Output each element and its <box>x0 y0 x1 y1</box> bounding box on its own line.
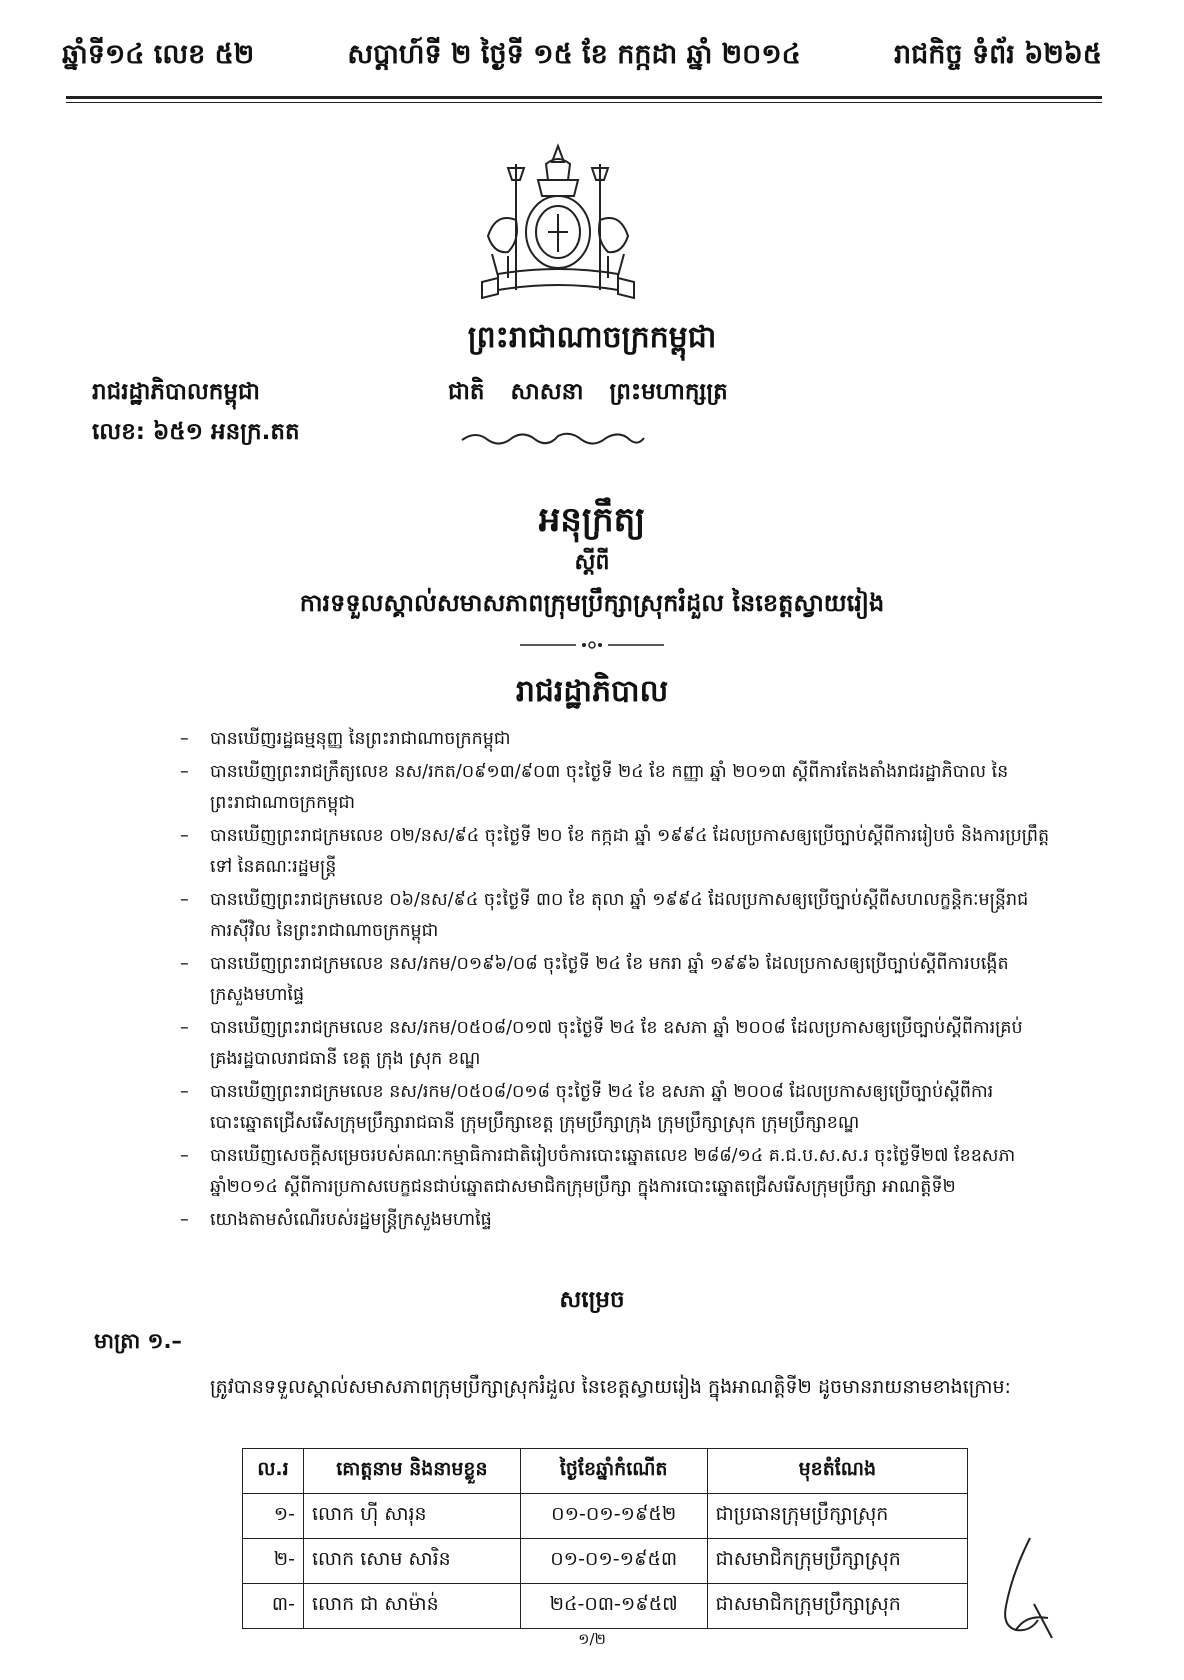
member-position: ជាសមាជិកក្រុមប្រឹក្សាស្រុក <box>707 1539 967 1584</box>
gazette-header <box>62 38 1102 77</box>
column-header-position: មុខតំណែង <box>707 1449 967 1494</box>
members-table <box>242 1448 968 1629</box>
recital-text: យោងតាមសំណើរបស់រដ្ឋមន្ត្រីក្រសួងមហាផ្ទៃ <box>210 1210 492 1230</box>
recitals-list <box>180 724 1050 1238</box>
concerning-label: ស្តីពី <box>574 550 610 575</box>
document-type: អនុក្រឹត្យ <box>538 500 646 540</box>
recital-item <box>180 757 1050 819</box>
recital-dash: – <box>180 954 189 974</box>
article-label: មាត្រា ១.– <box>94 1329 182 1353</box>
recital-text: បានឃើញព្រះរាជក្រមលេខ នស/រកម/០៥០៨/០១៨ ចុះថ្ងៃទី ២៤ ខែ ឧសភា ឆ្នាំ ២០០៨ ដែលប្រកាសឲ្យប្រើច្បាប់ស្តីពីការបោះឆ្នោតជ្រើសរើសក្រុមប្រឹក្សារាជធានី ក្រុមប្រឹក្សាខេត្ត ក្រុមប្រឹក្សាក្រុង ក្រុមប្រឹក្សាស្រុក ក្រុមប្រឹក្សាខណ្ឌ <box>210 1082 994 1133</box>
recital-text: បានឃើញព្រះរាជក្រមលេខ ០២/នស/៩៤ ចុះថ្ងៃទី ២០ ខែ កក្កដា ឆ្នាំ ១៩៩៤ ដែលប្រកាសឲ្យប្រើច្បាប់ស្តីពីការរៀបចំ និងការប្រព្រឹត្តទៅ នៃគណៈរដ្ឋមន្ត្រី <box>210 826 1050 877</box>
member-name: លោក ជា សាម៉ាន់ <box>304 1584 521 1629</box>
recital-text: បានឃើញព្រះរាជក្រមលេខ នស/រកម/០១៩៦/០៨ ចុះថ្ងៃទី ២៤ ខែ មករា ឆ្នាំ ១៩៩៦ ដែលប្រកាសឲ្យប្រើច្បាប់ស្តីពីការបង្កើតក្រសួងមហាផ្ទៃ <box>210 954 1009 1005</box>
recital-text: បានឃើញព្រះរាជក្រឹត្យលេខ នស/រកត/០៩១៣/៩០៣ ចុះថ្ងៃទី ២៤ ខែ កញ្ញា ឆ្នាំ ២០១៣ ស្តីពីការតែងតាំងរាជរដ្ឋាភិបាល នៃព្រះរាជាណាចក្រកម្ពុជា <box>210 762 1009 813</box>
title-divider-icon <box>520 638 664 652</box>
recital-item <box>180 1013 1050 1075</box>
reference-number: លេខ: ៦៥១ អនក្រ.តត <box>92 419 300 445</box>
ornament-divider-icon <box>458 428 648 448</box>
column-header-no: ល.រ <box>243 1449 304 1494</box>
row-number: ១- <box>243 1494 304 1539</box>
recital-dash: – <box>180 1146 189 1166</box>
recital-text: បានឃើញរដ្ឋធម្មនុញ្ញ នៃព្រះរាជាណាចក្រកម្ពុជា <box>210 729 511 749</box>
recital-dash: – <box>180 826 189 846</box>
government-name: រាជរដ្ឋាភិបាលកម្ពុជា <box>92 379 260 405</box>
gazette-week-date: សប្តាហ៍ទី ២ ថ្ងៃទី ១៥ ខែ កក្កដា ឆ្នាំ ២០១៤ <box>347 39 801 70</box>
gazette-page-ref: រាជកិច្ច ទំព័រ ៦២៦៥ <box>894 39 1102 70</box>
recital-item <box>180 821 1050 883</box>
header-rule <box>66 96 1102 103</box>
recital-dash: – <box>180 762 189 782</box>
gazette-year-issue: ឆ្នាំទី១៤ លេខ ៥២ <box>62 39 255 70</box>
recital-dash: – <box>180 1210 189 1230</box>
recital-dash: – <box>180 890 189 910</box>
page-number: ១/២ <box>578 1630 606 1648</box>
member-dob: ០១-០១-១៩៥២ <box>520 1494 707 1539</box>
member-position: ជាប្រធានក្រុមប្រឹក្សាស្រុក <box>707 1494 967 1539</box>
member-dob: ២៤-០៣-១៩៥៧ <box>520 1584 707 1629</box>
table-row <box>243 1584 968 1629</box>
kingdom-name: ព្រះរាជាណាចក្រកម្ពុជា <box>467 320 717 355</box>
national-motto: ជាតិ សាសនា ព្រះមហាក្សត្រ <box>448 379 728 405</box>
row-number: ២- <box>243 1539 304 1584</box>
decision-heading: សម្រេច <box>559 1287 625 1313</box>
table-row <box>243 1539 968 1584</box>
table-header-row <box>243 1449 968 1494</box>
recital-item <box>180 885 1050 947</box>
recital-dash: – <box>180 1082 189 1102</box>
member-position: ជាសមាជិកក្រុមប្រឹក្សាស្រុក <box>707 1584 967 1629</box>
document-subject: ការទទួលស្គាល់សមាសភាពក្រុមប្រឹក្សាស្រុករំដួល នៃខេត្តស្វាយរៀង <box>299 589 885 617</box>
recital-dash: – <box>180 1018 189 1038</box>
column-header-dob: ថ្ងៃខែឆ្នាំកំណើត <box>520 1449 707 1494</box>
member-name: លោក សោម សារិន <box>304 1539 521 1584</box>
member-name: លោក ហ៊ី សារុន <box>304 1494 521 1539</box>
signature-icon <box>990 1534 1060 1644</box>
recital-text: បានឃើញព្រះរាជក្រមលេខ នស/រកម/០៥០៨/០១៧ ចុះថ្ងៃទី ២៤ ខែ ឧសភា ឆ្នាំ ២០០៨ ដែលប្រកាសឲ្យប្រើច្បាប់ស្តីពីការគ្រប់គ្រងរដ្ឋបាលរាជធានី ខេត្ត ក្រុង ស្រុក ខណ្ឌ <box>210 1018 1023 1069</box>
table-row <box>243 1494 968 1539</box>
article-text: ត្រូវបានទទួលស្គាល់សមាសភាពក្រុមប្រឹក្សាស្រុករំដួល នៃខេត្តស្វាយរៀង ក្នុងអាណត្តិទី២ ដូចមានរាយនាមខាងក្រោម: <box>210 1376 1011 1398</box>
recital-item <box>180 1077 1050 1139</box>
royal-coat-of-arms-icon <box>468 140 648 302</box>
member-dob: ០១-០១-១៩៥៣ <box>520 1539 707 1584</box>
recital-item <box>180 949 1050 1011</box>
recital-item <box>180 1205 1050 1236</box>
row-number: ៣- <box>243 1584 304 1629</box>
recital-item <box>180 724 1050 755</box>
recital-text: បានឃើញសេចក្តីសម្រេចរបស់គណៈកម្មាធិការជាតិរៀបចំការបោះឆ្នោតលេខ ២៨៨/១៤ គ.ជ.ប.ស.ស.រ ចុះថ្ងៃទី២៧ ខែឧសភា ឆ្នាំ២០១៤ ស្តីពីការប្រកាសបេក្ខជនជាប់ឆ្នោតជាសមាជិកក្រុមប្រឹក្សា ក្នុងការបោះឆ្នោតជ្រើសរើសក្រុមប្រឹក្សា អាណត្តិទី២ <box>210 1146 1016 1197</box>
government-heading: រាជរដ្ឋាភិបាល <box>515 674 669 709</box>
recital-dash: – <box>180 729 189 749</box>
recital-item <box>180 1141 1050 1203</box>
recital-text: បានឃើញព្រះរាជក្រមលេខ ០៦/នស/៩៤ ចុះថ្ងៃទី ៣០ ខែ តុលា ឆ្នាំ ១៩៩៤ ដែលប្រកាសឲ្យប្រើច្បាប់ស្តីពីសហលក្ខន្តិកៈមន្ត្រីរាជការស៊ីវិល នៃព្រះរាជាណាចក្រកម្ពុជា <box>210 890 1029 941</box>
column-header-name: គោត្តនាម និងនាមខ្លួន <box>304 1449 521 1494</box>
